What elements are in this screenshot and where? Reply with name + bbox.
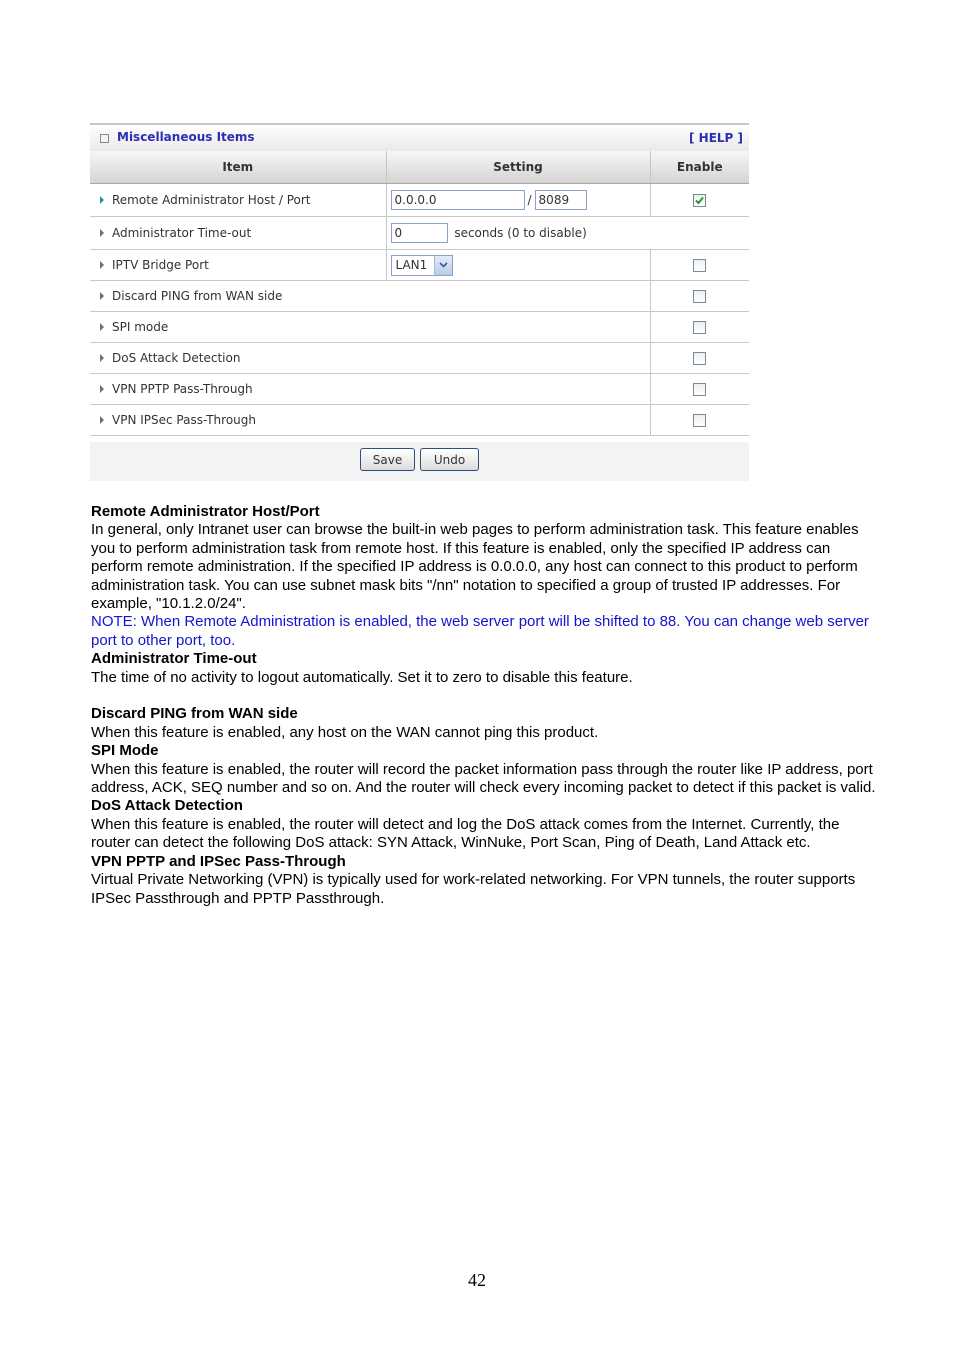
remote-port-input[interactable] xyxy=(535,190,587,210)
section-body: When this feature is enabled, any host on the WAN cannot ping this product. xyxy=(91,723,599,741)
iptv-bridge-enable-checkbox[interactable] xyxy=(693,259,706,272)
spi-mode-enable-checkbox[interactable] xyxy=(693,321,706,334)
table-row-vpn-ipsec xyxy=(90,405,749,436)
setting-cell xyxy=(386,184,650,217)
table-row-vpn-pptp xyxy=(90,374,749,405)
arrow-right-icon xyxy=(100,385,104,393)
page-number: 42 xyxy=(468,1270,486,1290)
column-header-enable: Enable xyxy=(650,151,749,184)
button-row xyxy=(90,442,749,481)
item-cell xyxy=(90,217,386,250)
row-label: SPI mode xyxy=(112,320,169,334)
item-cell xyxy=(90,343,650,374)
section-body: When this feature is enabled, the router will detect and log the DoS attack comes from the Internet. Currently, the router can detect the following DoS attack: SYN Attack, WinNuke, Port Scan, Ping of Death, Land Attack etc. xyxy=(91,815,840,852)
item-cell xyxy=(90,405,650,436)
timeout-input[interactable] xyxy=(391,223,448,243)
remote-admin-enable-checkbox[interactable] xyxy=(693,194,706,207)
section-body: The time of no activity to logout automatically. Set it to zero to disable this feature. xyxy=(91,668,633,686)
save-button[interactable]: Save xyxy=(360,448,415,471)
row-label: Administrator Time-out xyxy=(112,226,252,240)
enable-cell xyxy=(650,312,749,343)
check-mark-icon xyxy=(695,196,704,205)
section-body: When this feature is enabled, the router will record the packet information pass through the router like IP address, port address, ACK, SEQ number and so on. And the router will check every incoming packet to detect if this packet is valid. xyxy=(91,760,876,797)
section-heading: DoS Attack Detection xyxy=(91,797,243,815)
section-heading: Administrator Time-out xyxy=(91,650,257,668)
section-note: NOTE: When Remote Administration is enabled, the web server port will be shifted to 88. You can change web server port to other port, too. xyxy=(91,613,869,649)
settings-table xyxy=(90,151,749,436)
item-cell xyxy=(90,184,386,217)
chevron-down-icon[interactable] xyxy=(434,256,452,275)
row-label: IPTV Bridge Port xyxy=(112,258,209,272)
section-body: In general, only Intranet user can browse the built-in web pages to perform administration task. This feature enables you to perform administration task from remote host. If this feature is enabled, only the specified IP address can perform remote administration. If the specified IP address is 0.0.0.0, any host can connect to this product to perform administration task. You can use subnet mask bits "/nn" notation to specified a group of trusted IP addresses. For example, "10.1.2.0/24". xyxy=(91,521,859,613)
table-row-dos-detection xyxy=(90,343,749,374)
table-row-admin-timeout xyxy=(90,217,749,250)
column-header-setting: Setting xyxy=(386,151,650,184)
section-heading: SPI Mode xyxy=(91,742,159,760)
arrow-right-icon xyxy=(100,229,104,237)
enable-cell xyxy=(650,184,749,217)
iptv-port-select[interactable] xyxy=(391,255,453,276)
item-cell xyxy=(90,250,386,281)
misc-items-panel xyxy=(90,123,749,481)
table-row-spi-mode xyxy=(90,312,749,343)
vpn-ipsec-enable-checkbox[interactable] xyxy=(693,414,706,427)
section-heading: Remote Administrator Host/Port xyxy=(91,503,320,520)
remote-host-input[interactable] xyxy=(391,190,525,210)
arrow-right-icon xyxy=(100,354,104,362)
setting-cell xyxy=(386,217,749,250)
row-label: VPN IPSec Pass-Through xyxy=(112,413,256,427)
panel-title: Miscellaneous Items xyxy=(117,130,255,144)
discard-ping-enable-checkbox[interactable] xyxy=(693,290,706,303)
timeout-suffix: seconds (0 to disable) xyxy=(454,225,587,240)
help-text xyxy=(91,503,881,908)
iptv-port-selected: LAN1 xyxy=(395,258,428,272)
spacer xyxy=(91,687,881,705)
arrow-right-icon xyxy=(100,416,104,424)
table-row-iptv-bridge xyxy=(90,250,749,281)
square-bullet-icon xyxy=(100,134,109,143)
enable-cell xyxy=(650,405,749,436)
enable-cell xyxy=(650,250,749,281)
help-link[interactable]: [ HELP ] xyxy=(688,131,743,145)
row-label: DoS Attack Detection xyxy=(112,351,241,365)
table-row-discard-ping xyxy=(90,281,749,312)
arrow-right-icon xyxy=(100,323,104,331)
section-body: Virtual Private Networking (VPN) is typically used for work-related networking. For VPN tunnels, the router supports IPSec Passthrough and PPTP Passthrough. xyxy=(91,871,856,907)
item-cell xyxy=(90,281,650,312)
table-row-remote-admin xyxy=(90,184,749,217)
enable-cell xyxy=(650,343,749,374)
undo-button[interactable]: Undo xyxy=(420,448,479,471)
item-cell xyxy=(90,374,650,405)
enable-cell xyxy=(650,374,749,405)
row-label: Discard PING from WAN side xyxy=(112,289,283,303)
item-cell xyxy=(90,312,650,343)
arrow-right-icon xyxy=(100,196,104,204)
setting-cell xyxy=(386,250,650,281)
enable-cell xyxy=(650,281,749,312)
row-label: Remote Administrator Host / Port xyxy=(112,193,311,207)
panel-header xyxy=(90,123,749,151)
host-port-separator: / xyxy=(527,192,532,207)
column-header-item: Item xyxy=(90,151,386,184)
arrow-right-icon xyxy=(100,261,104,269)
section-heading: VPN PPTP and IPSec Pass-Through xyxy=(91,852,346,870)
row-label: VPN PPTP Pass-Through xyxy=(112,382,253,396)
arrow-right-icon xyxy=(100,292,104,300)
vpn-pptp-enable-checkbox[interactable] xyxy=(693,383,706,396)
section-heading: Discard PING from WAN side xyxy=(91,705,298,723)
table-header-row xyxy=(90,151,749,184)
dos-detection-enable-checkbox[interactable] xyxy=(693,352,706,365)
